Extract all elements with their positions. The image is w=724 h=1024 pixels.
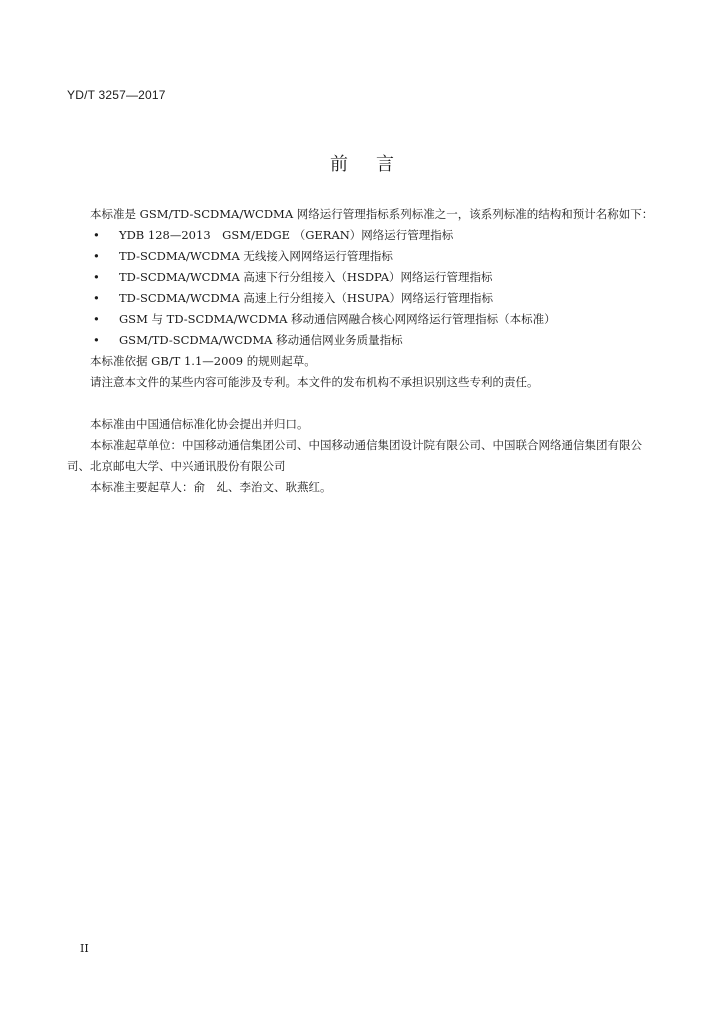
document-code: YD/T 3257—2017 (67, 88, 166, 102)
page-number: II (80, 942, 89, 955)
basis-paragraph: 本标准依据 GB/T 1.1—2009 的规则起草。 (90, 354, 316, 368)
bullet-icon: • (93, 228, 100, 242)
bullet-icon: • (93, 312, 100, 326)
list-item: • TD-SCDMA/WCDMA 高速下行分组接入（HSDPA）网络运行管理指标 (67, 267, 657, 288)
list-item: • GSM/TD-SCDMA/WCDMA 移动通信网业务质量指标 (67, 330, 657, 351)
bullet-icon: • (93, 291, 100, 305)
foreword-body (67, 204, 657, 498)
bullet-icon: • (93, 333, 100, 347)
spacer (67, 393, 657, 414)
drafting-units-paragraph: 本标准起草单位：中国移动通信集团公司、中国移动通信集团设计院有限公司、中国联合网络通信集团有限公司、北京邮电大学、中兴通讯股份有限公司 (67, 438, 642, 473)
bullet-icon: • (93, 270, 100, 284)
list-item: • TD-SCDMA/WCDMA 高速上行分组接入（HSUPA）网络运行管理指标 (67, 288, 657, 309)
series-list (67, 225, 657, 351)
patent-paragraph: 请注意本文件的某些内容可能涉及专利。本文件的发布机构不承担识别这些专利的责任。 (90, 375, 539, 389)
list-item: • YDB 128—2013 GSM/EDGE （GERAN）网络运行管理指标 (67, 225, 657, 246)
proposer-paragraph: 本标准由中国通信标准化协会提出并归口。 (90, 417, 309, 431)
bullet-icon: • (93, 249, 100, 263)
drafters-paragraph: 本标准主要起草人：俞 乣、李治文、耿燕红。 (90, 480, 332, 494)
list-item: • GSM 与 TD-SCDMA/WCDMA 移动通信网融合核心网网络运行管理指标（本标准） (67, 309, 657, 330)
intro-paragraph: 本标准是 GSM/TD-SCDMA/WCDMA 网络运行管理指标系列标准之一，该系列标准的结构和预计名称如下： (90, 207, 654, 221)
list-item: • TD-SCDMA/WCDMA 无线接入网网络运行管理指标 (67, 246, 657, 267)
page-title: 前言 (330, 154, 422, 175)
